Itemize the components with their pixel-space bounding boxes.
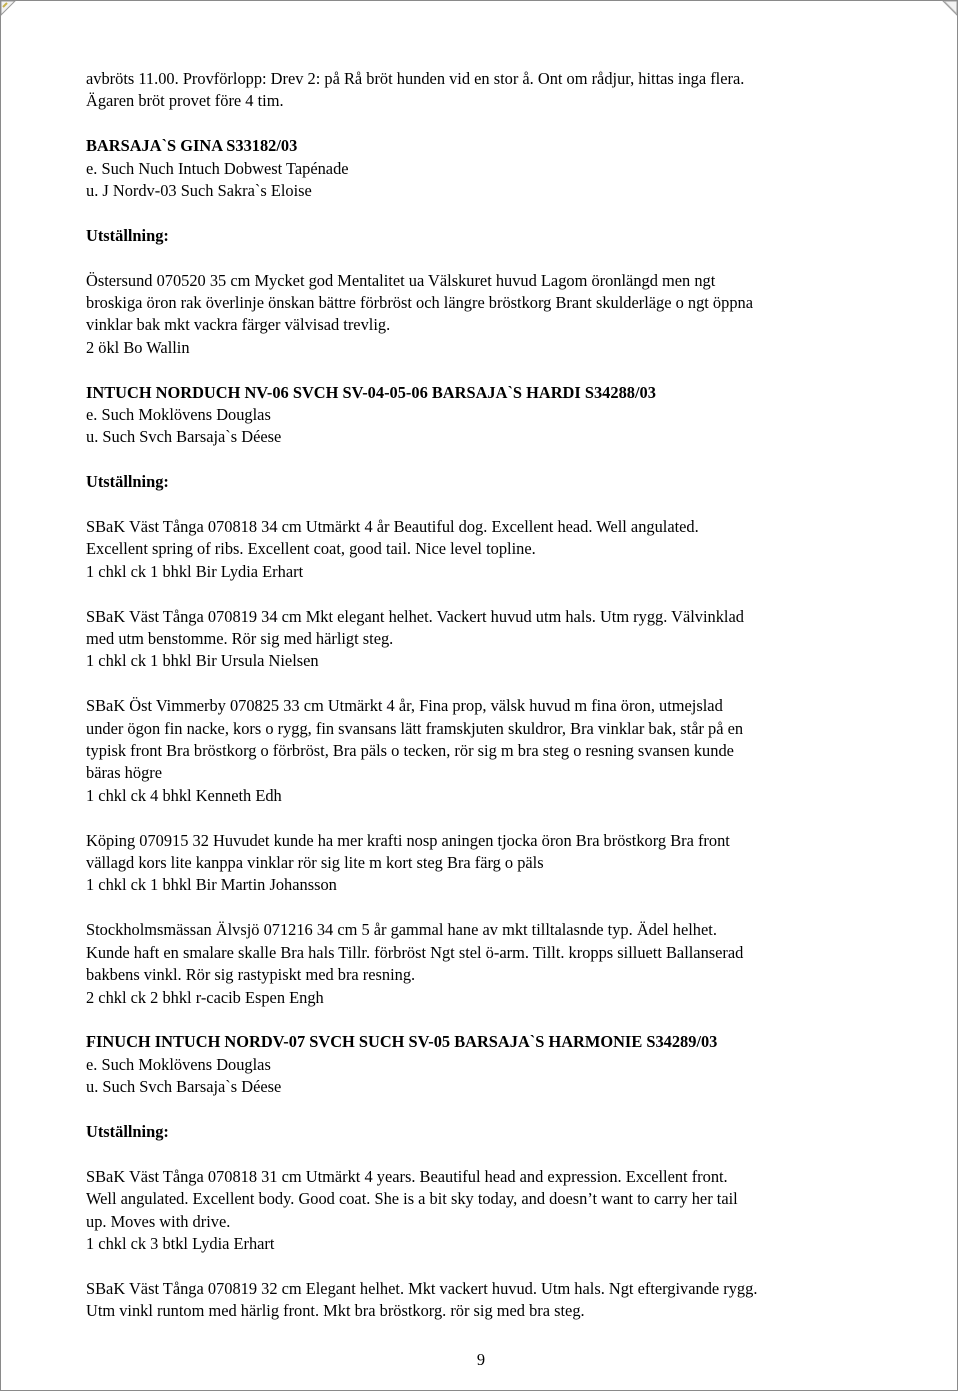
section-heading: Utställning: [86, 472, 169, 492]
section-heading: Utställning: [86, 225, 169, 245]
text-line: 2 ökl Bo Wallin [86, 337, 190, 357]
dog-section [86, 135, 886, 359]
spacer [86, 113, 886, 135]
show-result [86, 1278, 886, 1323]
spacer [86, 897, 886, 919]
spacer [86, 247, 886, 269]
section-heading: Utställning: [86, 1121, 169, 1141]
text-line: avbröts 11.00. Provförlopp: Drev 2: på Rå bröt hunden vid en stor å. Ont om rådjur, hittas inga flera. [86, 69, 745, 88]
spacer [86, 449, 886, 471]
intro-paragraph [86, 68, 886, 113]
spacer [86, 494, 886, 516]
text-line: Well angulated. Excellent body. Good coat. She is a bit sky today, and doesn’t want to carry her tail [86, 1189, 738, 1209]
text-line: SBaK Öst Vimmerby 070825 33 cm Utmärkt 4 år, Fina prop, välsk huvud m fina öron, utmejslad [86, 696, 723, 716]
text-line: SBaK Väst Tånga 070819 32 cm Elegant helhet. Mkt vackert huvud. Utm hals. Ngt eftergivande rygg. [86, 1278, 758, 1298]
text-line: Utm vinkl runtom med härlig front. Mkt bra bröstkorg. rör sig med bra steg. [86, 1301, 585, 1321]
text-line: typisk front Bra bröstkorg o förbröst, Bra päls o tecken, rör sig m bra steg o resning svansen kunde [86, 741, 734, 761]
spacer [86, 359, 886, 381]
text-line: 1 chkl ck 3 btkl Lydia Erhart [86, 1233, 275, 1253]
text-line: vällagd kors lite kanppa vinklar rör sig lite m kort steg Bra färg o päls [86, 853, 544, 873]
show-result [86, 919, 886, 1009]
dog-section [86, 1031, 886, 1322]
dog-sire: e. Such Moklövens Douglas [86, 405, 271, 425]
dog-name: INTUCH NORDUCH NV-06 SVCH SV-04-05-06 BARSAJA`S HARDI S34288/03 [86, 382, 656, 402]
text-line: Stockholmsmässan Älvsjö 071216 34 cm 5 år gammal hane av mkt tilltalasnde typ. Ädel helhet. [86, 920, 717, 940]
spacer [86, 1009, 886, 1031]
dog-sire: e. Such Moklövens Douglas [86, 1054, 271, 1074]
show-result [86, 695, 886, 807]
text-line: SBaK Väst Tånga 070818 34 cm Utmärkt 4 år Beautiful dog. Excellent head. Well angulated. [86, 517, 699, 537]
text-line: bäras högre [86, 763, 162, 783]
document-body [86, 68, 886, 1323]
text-line: med utm benstomme. Rör sig med härligt steg. [86, 629, 394, 649]
spacer [86, 673, 886, 695]
spacer [86, 1255, 886, 1277]
text-line: Excellent spring of ribs. Excellent coat, good tail. Nice level topline. [86, 539, 536, 559]
dog-name: FINUCH INTUCH NORDV-07 SVCH SUCH SV-05 BARSAJA`S HARMONIE S34289/03 [86, 1032, 718, 1052]
text-line: under ögon fin nacke, kors o rygg, fin svansans lätt framskjuten skuldror, Bra vinklar bak, står på en [86, 718, 744, 738]
spacer [86, 1099, 886, 1121]
dog-dam: u. Such Svch Barsaja`s Déese [86, 1077, 282, 1097]
text-line: 2 chkl ck 2 bhkl r-cacib Espen Engh [86, 987, 324, 1007]
show-result [86, 1166, 886, 1256]
text-line: vinklar bak mkt vackra färger välvisad trevlig. [86, 315, 391, 335]
text-line: SBaK Väst Tånga 070819 34 cm Mkt elegant helhet. Vackert huvud utm hals. Utm rygg. Välvinklad [86, 606, 744, 626]
spacer [86, 202, 886, 224]
show-result [86, 606, 886, 673]
spacer [86, 583, 886, 605]
text-line: 1 chkl ck 1 bhkl Bir Martin Johansson [86, 875, 337, 895]
dog-section [86, 382, 886, 1009]
text-line: Kunde haft en smalare skalle Bra hals Tillr. förbröst Ngt stel ö-arm. Tillt. kropps silluett Ballanserad [86, 942, 744, 962]
dog-sire: e. Such Nuch Intuch Dobwest Tapénade [86, 158, 349, 178]
text-line: 1 chkl ck 1 bhkl Bir Lydia Erhart [86, 561, 304, 581]
spacer [86, 807, 886, 829]
show-result [86, 830, 886, 897]
text-line: Ägaren bröt provet före 4 tim. [86, 91, 284, 111]
show-result [86, 270, 886, 360]
show-result [86, 516, 886, 583]
spacer [86, 1143, 886, 1165]
text-line: 1 chkl ck 4 bhkl Kenneth Edh [86, 785, 282, 805]
dog-dam: u. J Nordv-03 Such Sakra`s Eloise [86, 181, 312, 201]
text-line: broskiga öron rak överlinje önskan bättre förbröst och längre bröstkorg Brant skulderläge o ngt öppna [86, 293, 753, 313]
page-corner-fold-right [935, 1, 957, 23]
dog-dam: u. Such Svch Barsaja`s Déese [86, 427, 282, 447]
text-line: bakbens vinkl. Rör sig rastypiskt med bra resning. [86, 965, 416, 985]
text-line: SBaK Väst Tånga 070818 31 cm Utmärkt 4 years. Beautiful head and expression. Excellent front. [86, 1166, 728, 1186]
text-line: Östersund 070520 35 cm Mycket god Mentalitet ua Välskuret huvud Lagom öronlängd men ngt [86, 270, 716, 290]
page-number: 9 [476, 1350, 486, 1369]
page-corner-fold-left [1, 1, 23, 23]
text-line: 1 chkl ck 1 bhkl Bir Ursula Nielsen [86, 651, 319, 671]
text-line: up. Moves with drive. [86, 1211, 231, 1231]
text-line: Köping 070915 32 Huvudet kunde ha mer krafti nosp aningen tjocka öron Bra bröstkorg Bra front [86, 830, 730, 850]
dog-name: BARSAJA`S GINA S33182/03 [86, 136, 298, 156]
